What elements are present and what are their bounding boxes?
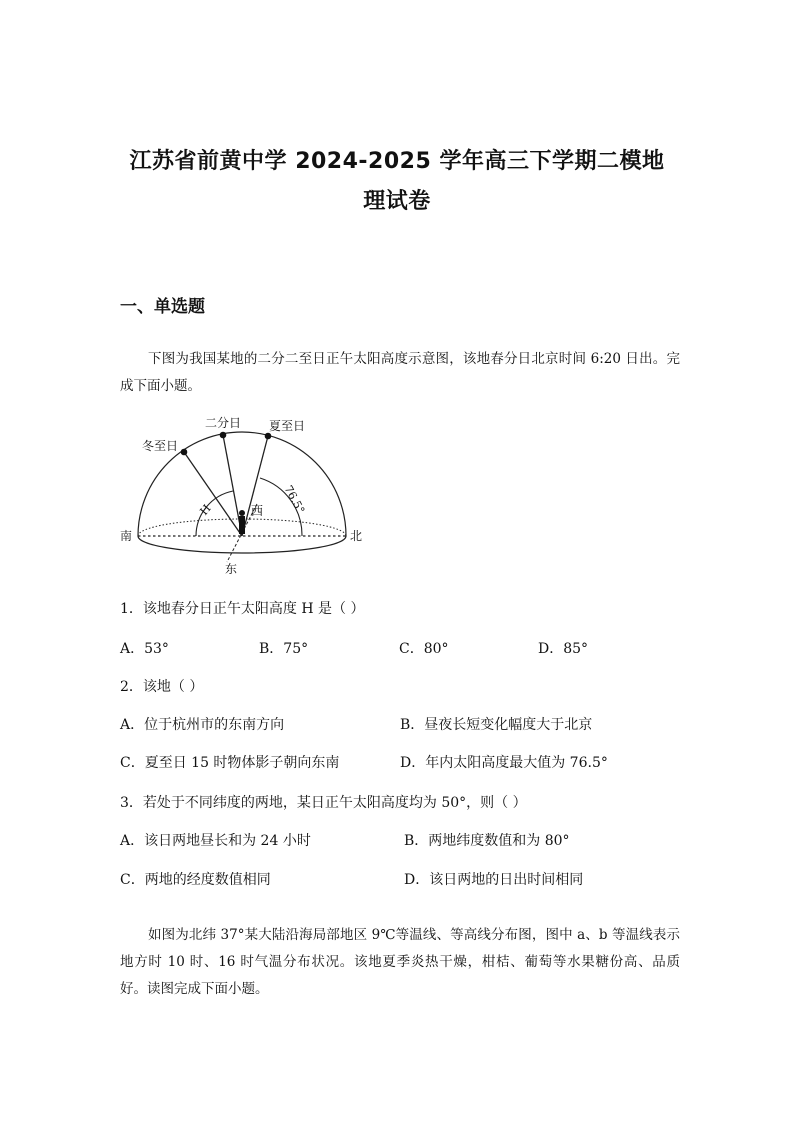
question-1-option-d[interactable]: D．85° (538, 641, 589, 657)
question-3-option-a[interactable]: A．该日两地昼长和为 24 小时 (120, 833, 311, 849)
equinox-sun-dot (220, 432, 227, 439)
summer-sun-ray (242, 436, 268, 536)
title-line-1: 江苏省前黄中学 2024-2025 学年高三下学期二模地 (129, 149, 665, 174)
question-1-option-c[interactable]: C．80° (399, 641, 449, 657)
question-3-stem: 3．若处于不同纬度的两地，某日正午太阳高度均为 50°，则（ ） (120, 795, 527, 811)
h-angle-label: H (197, 502, 214, 518)
section-heading: 一、单选题 (120, 297, 205, 317)
sun-altitude-diagram (112, 412, 372, 580)
question-2-option-c[interactable]: C．夏至日 15 时物体影子朝向东南 (120, 755, 340, 771)
equinox-label: 二分日 (205, 416, 242, 430)
winter-sun-dot (181, 449, 188, 456)
title-line-2: 理试卷 (363, 189, 431, 214)
south-label: 南 (120, 529, 133, 543)
summer-solstice-label: 夏至日 (269, 419, 306, 433)
question-2-option-b[interactable]: B．昼夜长短变化幅度大于北京 (400, 717, 593, 733)
intro-paragraph-1: 下图为我国某地的二分二至日正午太阳高度示意图，该地春分日北京时间 6:20 日出。完成下面小题。 (120, 351, 680, 394)
observer-head (239, 510, 245, 516)
winter-sun-ray (184, 452, 242, 536)
question-2-stem: 2．该地（ ） (120, 679, 204, 695)
question-1-option-a[interactable]: A．53° (120, 641, 169, 657)
east-label: 东 (225, 562, 238, 576)
intro-paragraph-2: 如图为北纬 37°某大陆沿海局部地区 9℃等温线、等高线分布图，图中 a、b 等温线表示地方时 10 时、16 时气温分布状况。该地夏季炎热干燥，柑桔、葡萄等水果糖份高、品质好。读图完成下面小题。 (120, 927, 680, 997)
angle-76-label: 76.5° (281, 483, 308, 516)
question-3-option-b[interactable]: B．两地纬度数值和为 80° (404, 833, 570, 849)
question-1-stem: 1．该地春分日正午太阳高度 H 是（ ） (120, 601, 365, 617)
page-title (100, 142, 694, 222)
summer-sun-dot (265, 433, 272, 440)
question-1-option-b[interactable]: B．75° (259, 641, 309, 657)
horizon-front-arc (138, 536, 346, 553)
north-label: 北 (350, 529, 363, 543)
winter-solstice-label: 冬至日 (142, 439, 179, 453)
west-label: 西 (251, 504, 264, 518)
question-3-option-c[interactable]: C．两地的经度数值相同 (120, 872, 271, 888)
observer-figure (239, 516, 245, 534)
question-3-option-d[interactable]: D．该日两地的日出时间相同 (404, 872, 584, 888)
question-2-option-a[interactable]: A．位于杭州市的东南方向 (120, 717, 285, 733)
question-2-option-d[interactable]: D．年内太阳高度最大值为 76.5° (400, 755, 608, 771)
